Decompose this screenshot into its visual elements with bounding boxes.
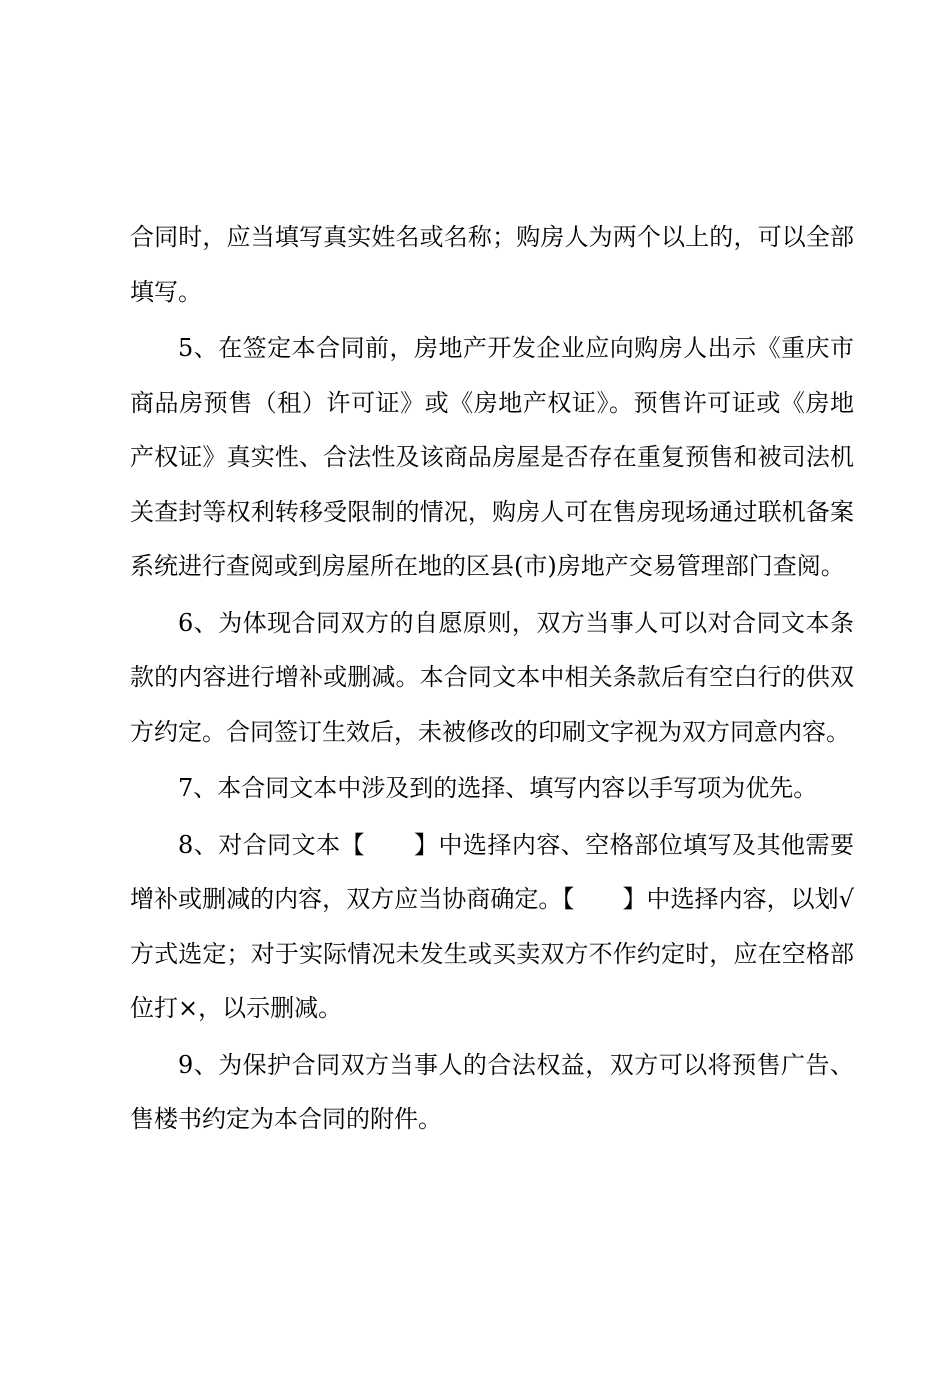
paragraph-item-8: 8、对合同文本【 】中选择内容、空格部位填写及其他需要增补或删减的内容，双方应当协商确定。【 】中选择内容，以划√方式选定；对于实际情况未发生或买卖双方不作约定时，应在空格部位打×，以示删减。 [130,830,854,1022]
paragraph-item-7: 7、本合同文本中涉及到的选择、填写内容以手写项为优先。 [178,774,818,802]
paragraph-item-9: 9、为保护合同双方当事人的合法权益，双方可以将预售广告、售楼书约定为本合同的附件。 [130,1050,854,1133]
document-page [130,210,854,1149]
paragraph-item-5: 5、在签定本合同前，房地产开发企业应向购房人出示《重庆市商品房预售（租）许可证》或《房地产权证》。预售许可证或《房地产权证》真实性、合法性及该商品房屋是否存在重复预售和被司法机关查封等权利转移受限制的情况，购房人可在售房现场通过联机备案系统进行查阅或到房屋所在地的区县(市)房地产交易管理部门查阅。 [130,334,854,580]
paragraph-item-6: 6、为体现合同双方的自愿原则，双方当事人可以对合同文本条款的内容进行增补或删减。本合同文本中相关条款后有空白行的供双方约定。合同签订生效后，未被修改的印刷文字视为双方同意内容。 [130,608,854,746]
paragraph-continuation: 合同时，应当填写真实姓名或名称；购房人为两个以上的，可以全部填写。 [130,223,854,306]
